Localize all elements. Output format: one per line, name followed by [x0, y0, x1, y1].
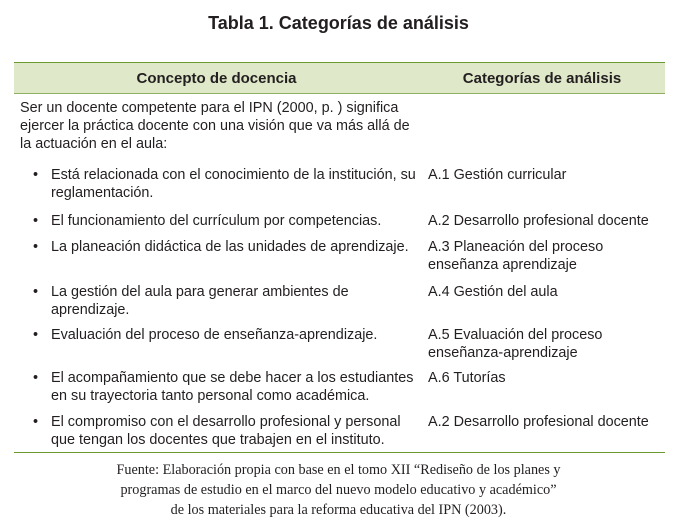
row-concept: El acompañamiento que se debe hacer a los estudiantes en su trayectoria tanto personal como académica.: [51, 370, 414, 404]
source-line: programas de estudio en el marco del nuevo modelo educativo y académico”: [120, 482, 557, 498]
table-header: [14, 63, 665, 94]
bullet: •: [33, 239, 39, 255]
row-category: A.1 Gestión curricular: [428, 167, 567, 183]
row-category: A.3 Planeación del proceso enseñanza aprendizaje: [428, 239, 604, 273]
bullet: •: [33, 370, 39, 386]
bullet: •: [33, 327, 39, 343]
row-concept: El compromiso con el desarrollo profesional y personal que tengan los docentes que trabajen en el instituto.: [51, 414, 401, 448]
row-concept: Está relacionada con el conocimiento de la institución, su reglamentación.: [51, 167, 416, 201]
row-category: A.6 Tutorías: [428, 370, 506, 386]
row-concept: La planeación didáctica de las unidades de aprendizaje.: [51, 239, 409, 255]
intro-text: Ser un docente competente para el IPN (2000, p. ) significa ejercer la práctica docente con una visión que va más allá de la actuación en el aula:: [20, 100, 410, 152]
row-category: A.2 Desarrollo profesional docente: [428, 213, 649, 229]
header-category: Categorías de análisis: [462, 70, 622, 87]
bullet: •: [33, 414, 39, 430]
row-concept: La gestión del aula para generar ambientes de aprendizaje.: [51, 284, 349, 318]
row-concept: Evaluación del proceso de enseñanza-aprendizaje.: [51, 327, 378, 343]
categories-table: [14, 62, 665, 453]
table-body: [14, 94, 665, 452]
row-category: A.5 Evaluación del proceso enseñanza-aprendizaje: [428, 327, 603, 361]
row-concept: El funcionamiento del currículum por competencias.: [51, 213, 382, 229]
row-category: A.4 Gestión del aula: [428, 284, 558, 300]
bullet: •: [33, 213, 39, 229]
source-note: [0, 460, 677, 520]
row-category: A.2 Desarrollo profesional docente: [428, 414, 649, 430]
table-title: Tabla 1. Categorías de análisis: [208, 13, 469, 33]
header-concept: Concepto de docencia: [136, 70, 297, 87]
bullet: •: [33, 284, 39, 300]
source-line: Fuente: Elaboración propia con base en el tomo XII “Rediseño de los planes y: [116, 462, 561, 478]
bullet: •: [33, 167, 39, 183]
source-line: de los materiales para la reforma educativa del IPN (2003).: [170, 502, 507, 518]
